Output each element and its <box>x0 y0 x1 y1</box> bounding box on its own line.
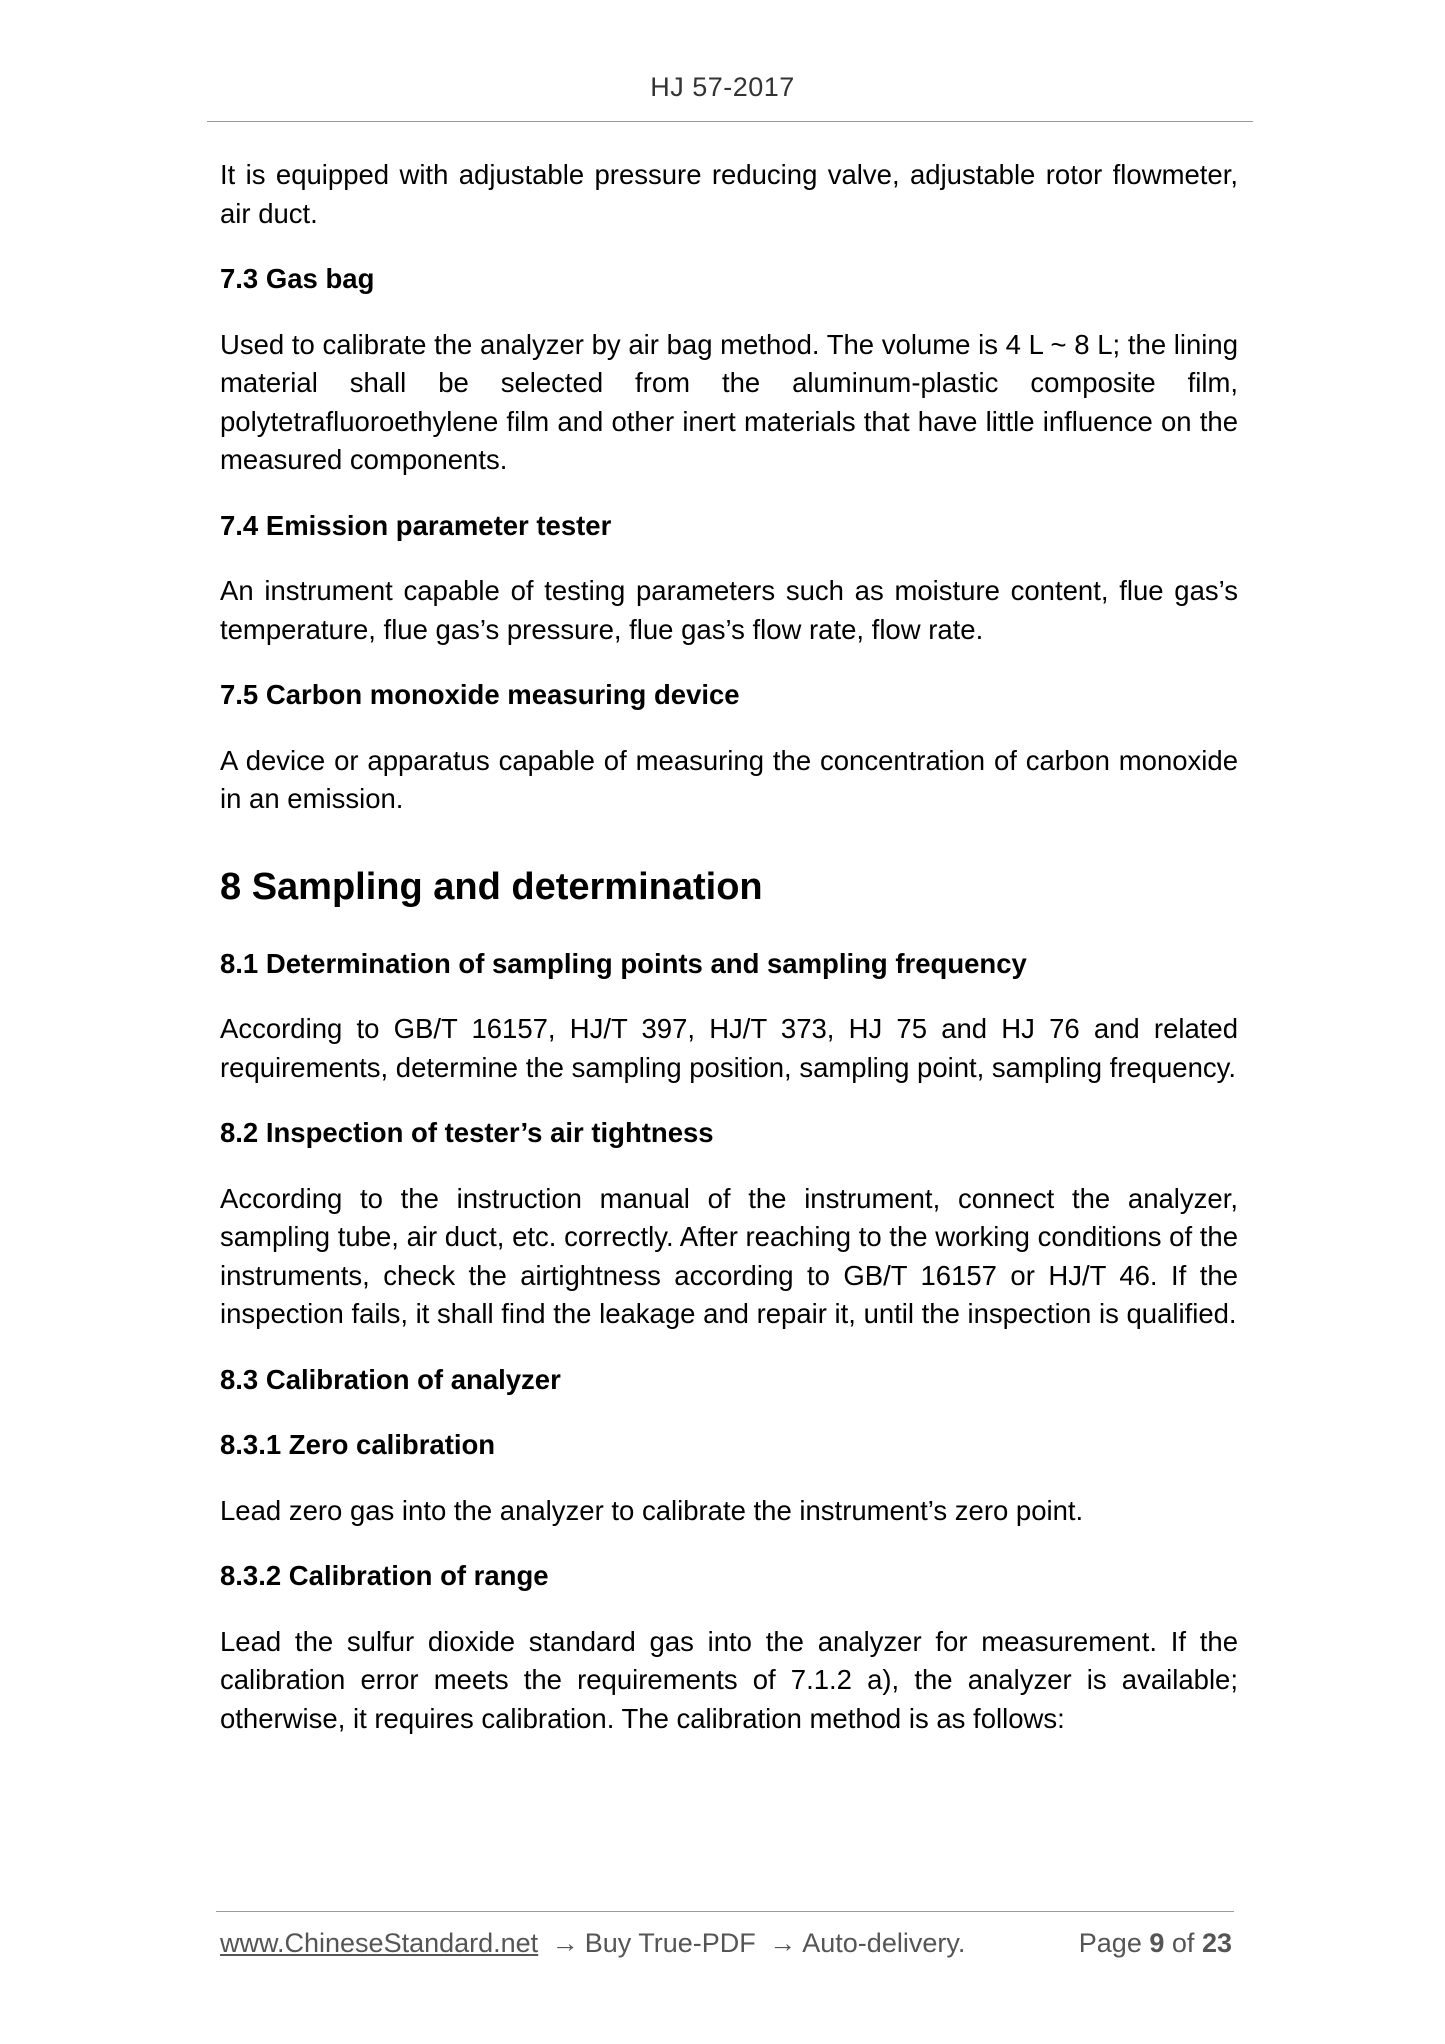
arrow-right-icon: → <box>769 1928 797 1958</box>
heading-7-5: 7.5 Carbon monoxide measuring device <box>220 679 740 710</box>
heading-7-3: 7.3 Gas bag <box>220 263 375 294</box>
heading-8-3-1: 8.3.1 Zero calibration <box>220 1429 496 1460</box>
paragraph-8-2: According to the instruction manual of the instrument, connect the analyzer, sampling tube, air duct, etc. correctly. After reaching to the working conditions of the instruments, check the airtightness according to GB/T 16157 or HJ/T 46. If the inspection fails, it shall find the leakage and repair it, until the inspection is qualified. <box>220 1182 1238 1329</box>
page-total: 23 <box>1201 1928 1232 1958</box>
heading-8-1: 8.1 Determination of sampling points and sampling frequency <box>220 947 1027 979</box>
heading-8-3: 8.3 Calibration of analyzer <box>220 1363 561 1395</box>
heading-8-2: 8.2 Inspection of tester’s air tightness <box>220 1117 714 1148</box>
page-of-label: of <box>1171 1928 1195 1958</box>
paragraph-7-4: An instrument capable of testing parameters such as moisture content, flue gas’s temperature, flue gas’s pressure, flue gas’s flow rate, flow rate. <box>220 575 1238 645</box>
page-current: 9 <box>1149 1928 1165 1958</box>
page-indicator <box>1079 1928 1232 1959</box>
footer-divider <box>216 1911 1234 1912</box>
page-label: Page <box>1078 1928 1142 1958</box>
page-body <box>220 156 1238 1765</box>
paragraph-8-3-1: Lead zero gas into the analyzer to calibrate the instrument’s zero point. <box>220 1494 1084 1526</box>
paragraph-8-1: According to GB/T 16157, HJ/T 397, HJ/T 373, HJ 75 and HJ 76 and related requirements, determine the sampling position, sampling point, sampling frequency. <box>220 1013 1238 1083</box>
page-footer <box>220 1928 1232 1959</box>
heading-7-4: 7.4 Emission parameter tester <box>220 509 612 541</box>
document-code: HJ 57-2017 <box>650 72 795 102</box>
buy-pdf-text: Buy True-PDF <box>584 1928 756 1958</box>
arrow-right-icon: → <box>551 1928 579 1958</box>
paragraph-7-3: Used to calibrate the analyzer by air bag method. The volume is 4 L ~ 8 L; the lining material shall be selected from the aluminum-plastic composite film, polytetrafluoroethylene film and other inert materials that have little influence on the measured components. <box>220 328 1238 475</box>
auto-delivery-text: Auto-delivery. <box>802 1928 966 1958</box>
paragraph-8-3-2: Lead the sulfur dioxide standard gas into the analyzer for measurement. If the calibration error meets the requirements of 7.1.2 a), the analyzer is available; otherwise, it requires calibration. The calibration method is as follows: <box>220 1625 1238 1734</box>
heading-8-3-2: 8.3.2 Calibration of range <box>220 1560 549 1591</box>
paragraph-7-5: A device or apparatus capable of measuring the concentration of carbon monoxide in an emission. <box>220 744 1238 814</box>
footer-promo <box>220 1928 965 1959</box>
website-link[interactable]: www.ChineseStandard.net <box>220 1928 539 1958</box>
heading-8: 8 Sampling and determination <box>220 865 763 908</box>
paragraph-equipment: It is equipped with adjustable pressure reducing valve, adjustable rotor flowmeter, air duct. <box>220 159 1238 229</box>
header-divider <box>207 121 1253 122</box>
